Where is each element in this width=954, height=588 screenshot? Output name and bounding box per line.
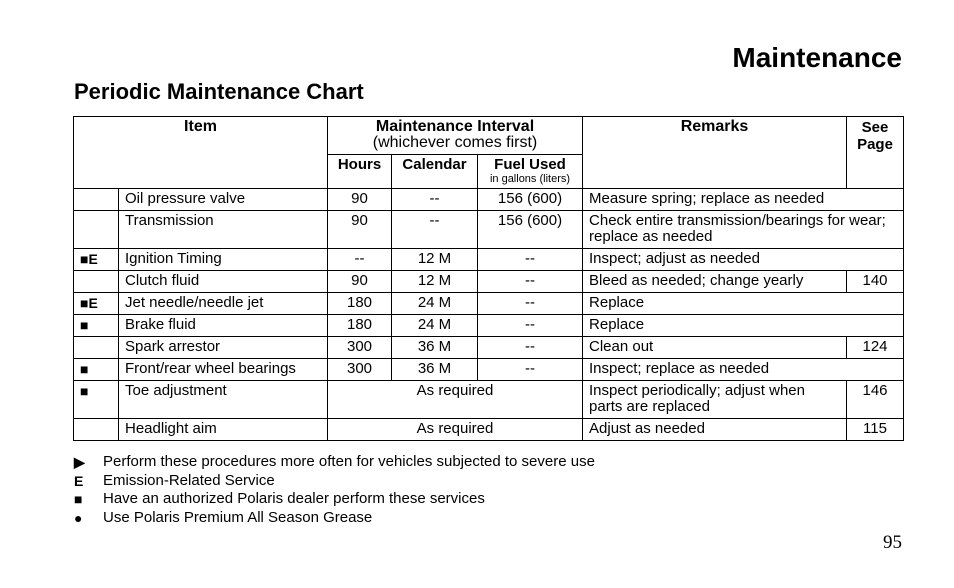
row-calendar: 24 M <box>392 293 478 315</box>
row-item: Headlight aim <box>119 419 328 441</box>
row-hours: 90 <box>328 271 392 293</box>
row-interval: As required <box>328 381 583 419</box>
row-item: Clutch fluid <box>119 271 328 293</box>
table-row <box>74 359 904 381</box>
row-calendar: 24 M <box>392 315 478 337</box>
header-calendar: Calendar <box>392 155 478 189</box>
row-remarks: Measure spring; replace as needed <box>583 189 904 211</box>
row-calendar: -- <box>392 189 478 211</box>
row-fuel: 156 (600) <box>478 189 583 211</box>
legend-item <box>74 453 595 472</box>
row-hours: 90 <box>328 189 392 211</box>
chart-title: Periodic Maintenance Chart <box>74 79 364 104</box>
row-symbol <box>74 211 119 249</box>
row-remarks: Inspect; adjust as needed <box>583 249 904 271</box>
page-number: 95 <box>883 532 902 553</box>
row-item: Spark arrestor <box>119 337 328 359</box>
row-item: Brake fluid <box>119 315 328 337</box>
row-symbol: ■ <box>74 359 119 381</box>
legend-item <box>74 472 595 491</box>
row-fuel: -- <box>478 315 583 337</box>
row-interval: As required <box>328 419 583 441</box>
row-symbol: ■E <box>74 293 119 315</box>
maintenance-table <box>73 116 904 441</box>
row-fuel: -- <box>478 359 583 381</box>
table-row <box>74 211 904 249</box>
legend-text: Use Polaris Premium All Season Grease <box>103 508 373 526</box>
table-row <box>74 249 904 271</box>
header-remarks: Remarks <box>583 117 847 189</box>
legend-text: Emission-Related Service <box>103 471 275 489</box>
legend-text: Perform these procedures more often for vehicles subjected to severe use <box>103 453 595 470</box>
row-symbol: ■ <box>74 381 119 419</box>
row-fuel: -- <box>478 337 583 359</box>
row-item: Toe adjustment <box>119 381 328 419</box>
row-hours: 180 <box>328 293 392 315</box>
table-row <box>74 293 904 315</box>
header-hours: Hours <box>328 155 392 189</box>
row-hours: 180 <box>328 315 392 337</box>
legend-item <box>74 509 595 528</box>
header-maintenance-interval: Maintenance Interval (whichever comes first) <box>328 117 583 155</box>
row-item: Front/rear wheel bearings <box>119 359 328 381</box>
row-remarks: Inspect periodically; adjust when parts are replaced <box>583 381 847 419</box>
row-calendar: 12 M <box>392 249 478 271</box>
header-fuel-used: Fuel Used in gallons (liters) <box>478 155 583 189</box>
triangle-right-icon: ▶ <box>74 454 85 470</box>
row-remarks: Bleed as needed; change yearly <box>583 271 847 293</box>
row-fuel: -- <box>478 249 583 271</box>
row-remarks: Replace <box>583 293 904 315</box>
row-symbol <box>74 271 119 293</box>
row-calendar: -- <box>392 211 478 249</box>
row-remarks: Clean out <box>583 337 847 359</box>
row-fuel: 156 (600) <box>478 211 583 249</box>
row-calendar: 12 M <box>392 271 478 293</box>
row-fuel: -- <box>478 293 583 315</box>
row-calendar: 36 M <box>392 337 478 359</box>
header-item: Item <box>74 117 328 189</box>
row-remarks: Check entire transmission/bearings for wear; replace as needed <box>583 211 904 249</box>
legend <box>74 453 595 527</box>
header-interval-sub: (whichever comes first) <box>372 134 538 151</box>
page-header-title: Maintenance <box>732 42 902 73</box>
header-see-page: See Page <box>847 117 904 189</box>
table-row <box>74 271 904 293</box>
table-row <box>74 419 904 441</box>
row-remarks: Replace <box>583 315 904 337</box>
header-fuel-used-sub: in gallons (liters) <box>489 173 571 185</box>
row-hours: 90 <box>328 211 392 249</box>
row-see-page: 115 <box>847 419 904 441</box>
row-see-page: 140 <box>847 271 904 293</box>
legend-item <box>74 490 595 509</box>
row-symbol: ■E <box>74 249 119 271</box>
table-row <box>74 189 904 211</box>
row-symbol: ■ <box>74 315 119 337</box>
row-calendar: 36 M <box>392 359 478 381</box>
row-symbol <box>74 189 119 211</box>
square-icon: ■ <box>74 491 83 507</box>
row-symbol <box>74 419 119 441</box>
row-see-page: 146 <box>847 381 904 419</box>
row-hours: 300 <box>328 337 392 359</box>
emission-e-icon: E <box>74 472 84 489</box>
legend-text: Have an authorized Polaris dealer perform these services <box>103 490 485 507</box>
row-symbol <box>74 337 119 359</box>
table-row <box>74 381 904 419</box>
table-row <box>74 315 904 337</box>
row-item: Oil pressure valve <box>119 189 328 211</box>
row-item: Ignition Timing <box>119 249 328 271</box>
row-hours: -- <box>328 249 392 271</box>
row-fuel: -- <box>478 271 583 293</box>
row-item: Transmission <box>119 211 328 249</box>
bullet-circle-icon: ● <box>74 509 83 526</box>
row-item: Jet needle/needle jet <box>119 293 328 315</box>
row-see-page: 124 <box>847 337 904 359</box>
row-remarks: Adjust as needed <box>583 419 847 441</box>
row-remarks: Inspect; replace as needed <box>583 359 904 381</box>
table-row <box>74 337 904 359</box>
header-row-top <box>74 117 904 155</box>
row-hours: 300 <box>328 359 392 381</box>
